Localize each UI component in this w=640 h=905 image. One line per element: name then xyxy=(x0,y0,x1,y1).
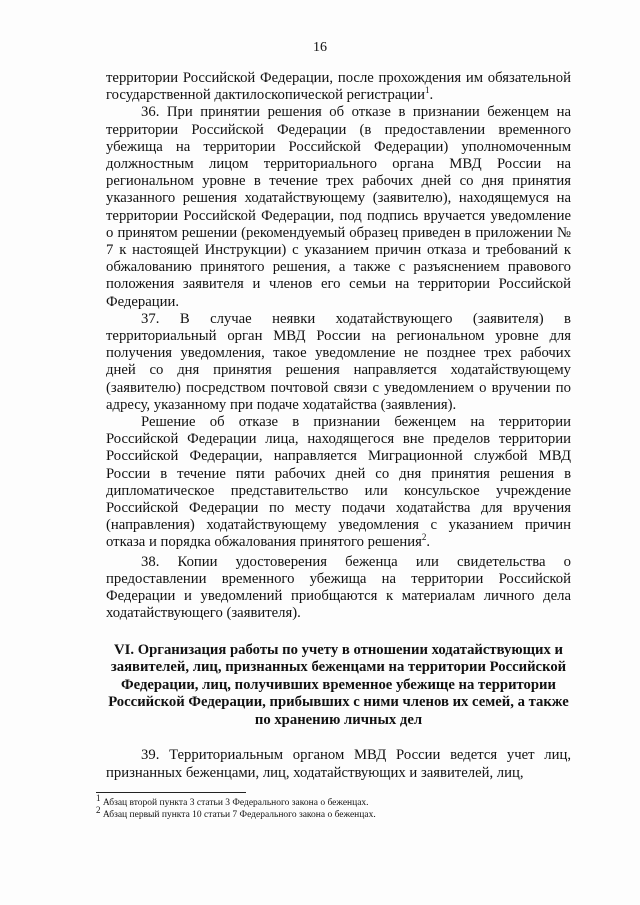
footnote-divider xyxy=(96,792,246,793)
footnote-ref-2: 2 xyxy=(421,532,427,543)
footnote-mark: 2 xyxy=(96,804,101,815)
footnotes xyxy=(96,792,566,821)
section-heading: VI. Организация работы по учету в отношении ходатайствующих и заявителей, лиц, признанных беженцами на территории Российской Федерации, лиц, получивших временное убежище на территории Российской Федерации, прибывших с ними членов их семей, а также по хранению личных дел xyxy=(108,641,569,728)
paragraph-text: территории Российской Федерации, после прохождения им обязательной государственной дактилоскопической регистрации xyxy=(106,70,571,104)
period: . xyxy=(429,87,434,104)
footnote-text: Абзац первый пункта 10 статьи 7 Федерального закона о беженцах. xyxy=(102,810,376,820)
footnote-1 xyxy=(96,792,566,809)
paragraph-39: 39. Территориальным органом МВД России ведется учет лиц, признанных беженцами, лиц, ходатайствующих и заявителей, лиц, xyxy=(106,747,571,781)
document-body xyxy=(106,70,571,782)
paragraph-38: 38. Копии удостоверения беженца или свидетельства о предоставлении временного убежища на территории Российской Федерации и уведомлений приобщаются к материалам личного дела ходатайствующего (заявителя). xyxy=(106,553,571,622)
paragraph-37-refusal xyxy=(106,414,571,552)
paragraph-36: 36. При принятии решения об отказе в признании беженцем на территории Российской Федерации (в предоставлении временного убежища на территории Российской Федерации) уполномоченным должностным лицом территориального органа МВД России на региональном уровне в течение трех рабочих дней со дня принятия указанного решения ходатайствующему (заявителю), находящемуся на территории Российской Федерации, под подпись вручается уведомление о принятом решении (рекомендуемый образец приведен в приложении № 7 к настоящей Инструкции) с указанием причин отказа и требований к обжалованию принятого решения, а также с разъяснением правового положения заявителя и членов его семьи на территории Российской Федерации. xyxy=(106,104,571,310)
period: . xyxy=(426,534,430,551)
footnote-ref-1: 1 xyxy=(424,85,430,96)
paragraph-text: Решение об отказе в признании беженцем на территории Российской Федерации лица, находящегося вне пределов территории Российской Федерации, направляется Миграционной службой МВД России в течение пяти рабочих дней со дня принятия решения в дипломатическое представительство или консульское учреждение Российской Федерации по месту подачи ходатайства для вручения (направления) ходатайствующему уведомления с указанием причин отказа и порядка обжалования принятого решения xyxy=(106,414,571,551)
footnote-mark: 1 xyxy=(96,792,101,803)
paragraph-37: 37. В случае неявки ходатайствующего (заявителя) в территориальный орган МВД России на региональном уровне для получения уведомления, такое уведомление не позднее трех рабочих дней со дня принятия решения направляется ходатайствующему (заявителю) посредством почтовой связи с уведомлением о вручении по адресу, указанному при подаче ходатайства (заявления). xyxy=(106,310,571,413)
footnote-text: Абзац второй пункта 3 статьи 3 Федерального закона о беженцах. xyxy=(102,798,369,808)
page-number: 16 xyxy=(313,40,327,55)
paragraph-continuation xyxy=(106,70,571,104)
footnote-2 xyxy=(96,804,566,821)
